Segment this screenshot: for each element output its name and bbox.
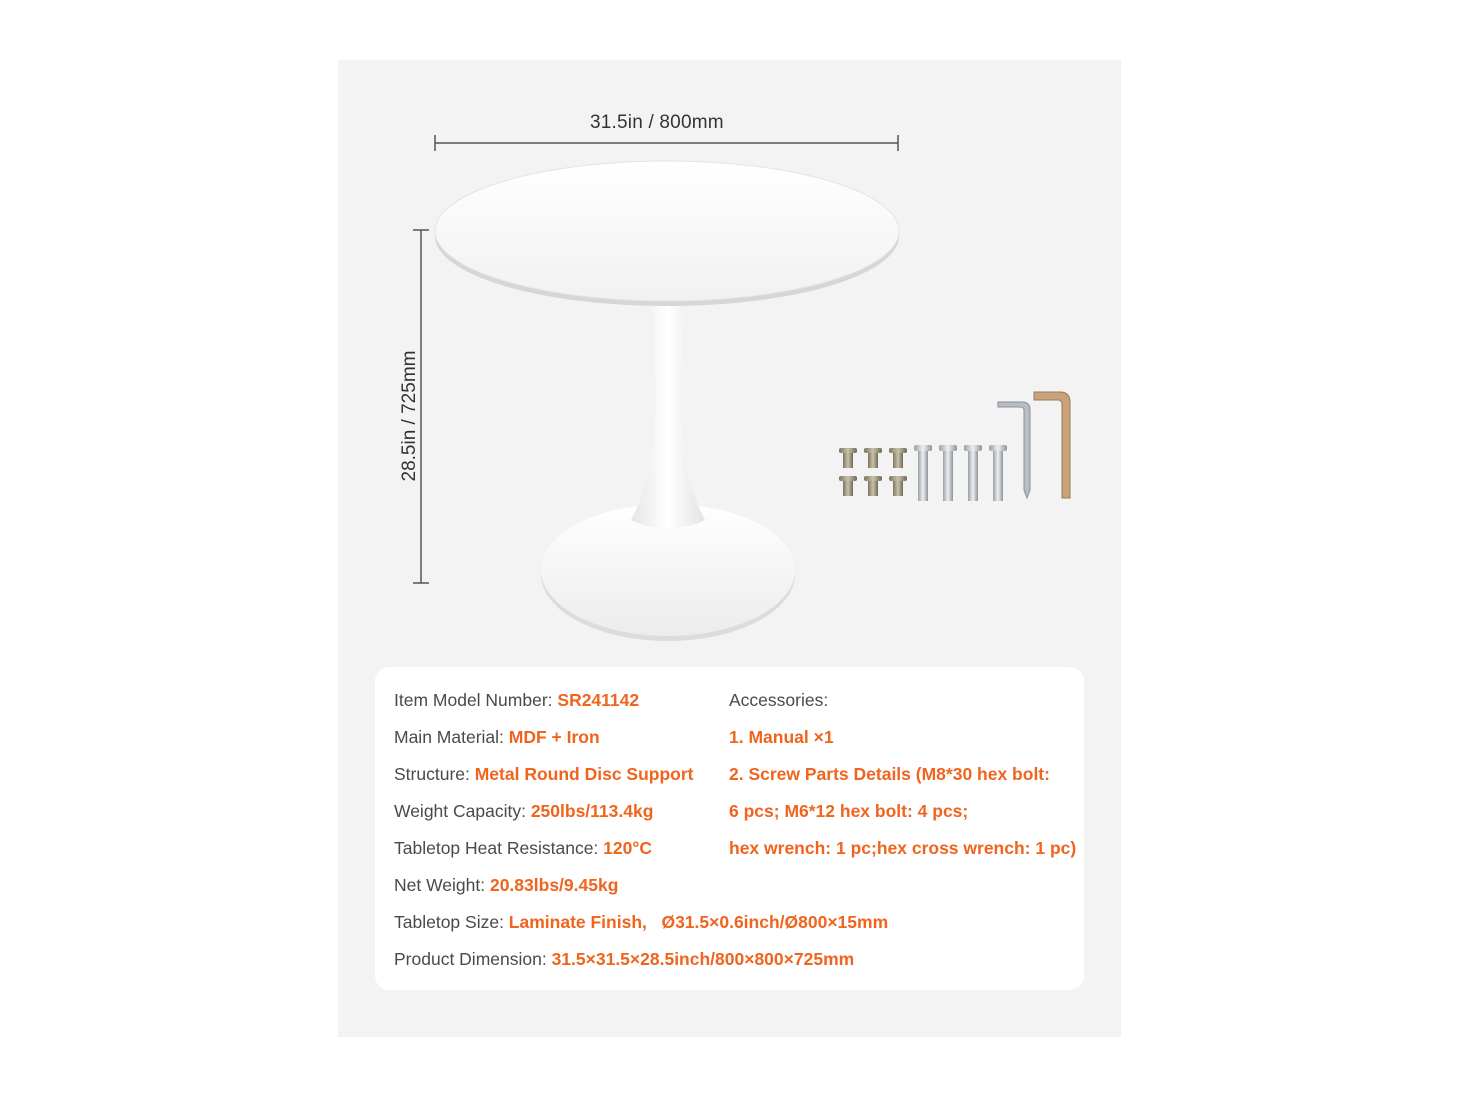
spec-model-number: Item Model Number: SR241142 xyxy=(394,690,640,710)
spec-net-weight: Net Weight: 20.83lbs/9.45kg xyxy=(394,875,619,895)
spec-heat-resistance: Tabletop Heat Resistance: 120°C xyxy=(394,838,652,858)
spec-product-dimension: Product Dimension: 31.5×31.5×28.5inch/800×800×725mm xyxy=(394,949,855,969)
spec-structure: Structure: Metal Round Disc Support xyxy=(394,764,694,784)
accessory-line: 2. Screw Parts Details (M8*30 hex bolt: xyxy=(729,764,1050,784)
accessory-line: 6 pcs; M6*12 hex bolt: 4 pcs; xyxy=(729,801,969,821)
height-dimension-label: 28.5in / 725mm xyxy=(399,350,420,482)
table-stem xyxy=(631,295,705,528)
spec-weight-capacity: Weight Capacity: 250lbs/113.4kg xyxy=(394,801,654,821)
accessories-title: Accessories: xyxy=(729,690,829,710)
spec-card xyxy=(375,667,1084,990)
accessory-line: 1. Manual ×1 xyxy=(729,727,834,747)
hex-wrench xyxy=(1034,392,1070,498)
long-hex-bolts xyxy=(914,445,1007,501)
spec-main-material: Main Material: MDF + Iron xyxy=(394,727,600,747)
short-hex-bolts xyxy=(839,448,907,496)
tabletop xyxy=(435,161,899,306)
width-dimension-label: 31.5in / 800mm xyxy=(590,112,724,133)
width-dimension-line xyxy=(435,135,898,151)
accessory-line: hex wrench: 1 pc;hex cross wrench: 1 pc) xyxy=(729,838,1077,858)
spec-tabletop-size: Tabletop Size: Laminate Finish, Ø31.5×0.6inch/Ø800×15mm xyxy=(394,912,889,932)
